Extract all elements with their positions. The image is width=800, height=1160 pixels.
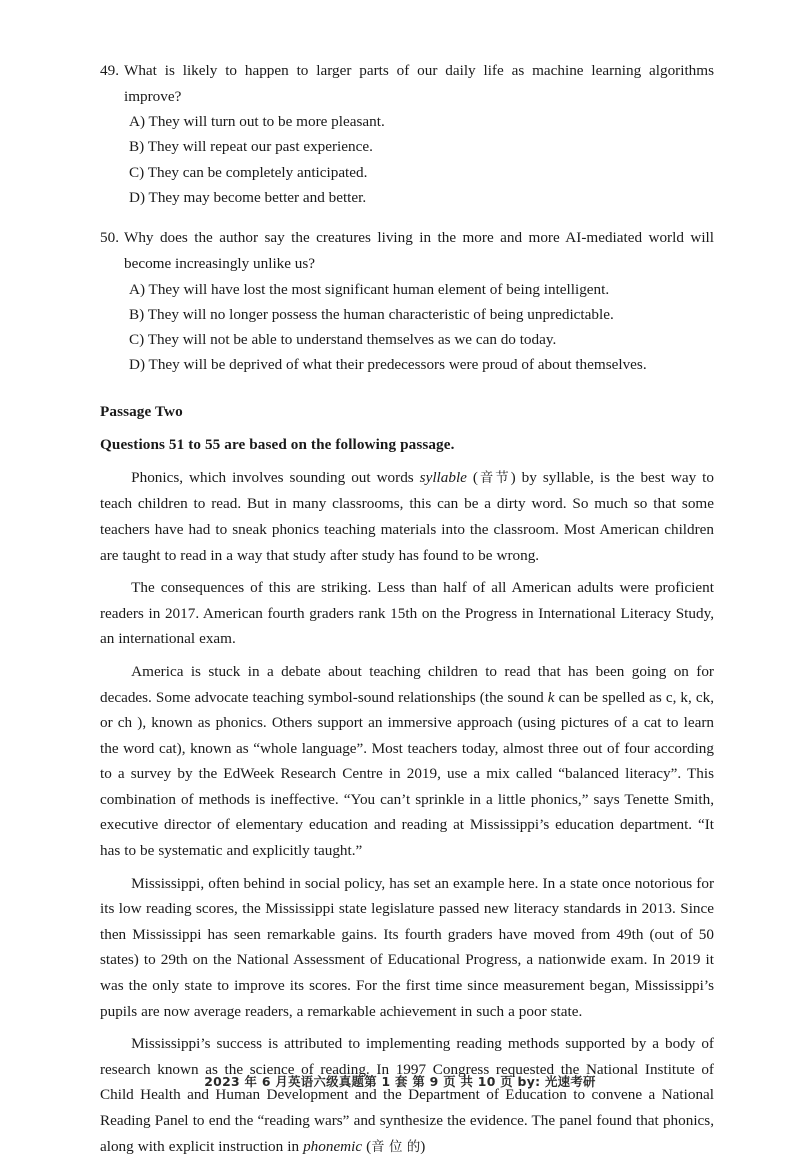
passage-paragraph-1: Phonics, which involves sounding out words syllable (音节) by syllable, is the best way to teach children to read. But in many classrooms, this can be a dirty word. So much so that some teachers have had to sneak phonics teaching materials into the classroom. Most American children are taught to read in a way that study after study has found to be wrong. [100, 468, 714, 564]
passage-instruction: Questions 51 to 55 are based on the following passage. [100, 435, 455, 453]
italic-term: syllable [419, 468, 467, 486]
question-50-option-a[interactable]: A) They will have lost the most significant human element of being intelligent. [129, 280, 610, 298]
question-50-option-c[interactable]: C) They will not be able to understand themselves as we can do today. [129, 331, 557, 349]
passage-body [100, 465, 714, 1160]
passage-paragraph-2: The consequences of this are striking. Less than half of all American adults were proficient readers in 2017. American fourth graders rank 15th on the Progress in International Literacy Study, an international exam. [100, 579, 714, 648]
italic-term: phonemic [303, 1137, 363, 1155]
question-49-number: 49. [100, 62, 119, 79]
question-50-option-d[interactable]: D) They will be deprived of what their predecessors were proud of about themselves. [129, 356, 647, 374]
question-50-text: Why does the author say the creatures living in the more and more AI-mediated world will become increasingly unlike us? [124, 229, 714, 272]
question-50-stem [100, 225, 714, 276]
chinese-gloss: 音节 [477, 470, 511, 486]
passage-gap [100, 381, 714, 399]
question-50-options [100, 277, 714, 378]
label-gap [100, 424, 714, 432]
question-49 [100, 58, 714, 210]
chinese-gloss: 音 位 的 [371, 1139, 421, 1155]
passage-paragraph-3: America is stuck in a debate about teaching children to read that has been going on for decades. Some advocate teaching symbol-sound relationships (the sound k can be spelled as c, k, ck, or ch ), known as phonics. Others support an immersive approach (using pictures of a cat to learn the word cat), known as “whole language”. Most teachers today, almost three out of four according to a survey by the EdWeek Research Centre in 2019, use a mix called “balanced literacy”. This combination of methods is ineffective. “You can’t sprinkle in a little phonics,” says Tenette Smith, executive director of elementary education and reading at Mississippi’s education department. “It has to be systematic and explicitly taught.” [100, 662, 714, 860]
question-49-stem [100, 58, 714, 109]
question-49-option-c[interactable]: C) They can be completely anticipated. [129, 163, 368, 181]
question-50-option-b[interactable]: B) They will no longer possess the human characteristic of being unpredictable. [129, 305, 614, 323]
italic-term: k [547, 688, 555, 706]
question-49-option-b[interactable]: B) They will repeat our past experience. [129, 138, 373, 156]
page-content [100, 58, 714, 1160]
question-49-options [100, 109, 714, 210]
passage-paragraph-4: Mississippi, often behind in social policy, has set an example here. In a state once notorious for its low reading scores, the Mississippi state legislature passed new literacy standards in 2013. Since then Mississippi has seen remarkable gains. Its fourth graders have moved from 49th (out of 50 states) to 29th on the National Assessment of Educational Progress, a nationwide exam. In 2019 it was the only state to improve its scores. For the first time since measurement began, Mississippi’s pupils are now average readers, a remarkable achievement in such a poor state. [100, 874, 714, 1020]
passage-label: Passage Two [100, 402, 183, 420]
question-49-text: What is likely to happen to larger parts of our daily life as machine learning algorithms improve? [124, 62, 714, 105]
question-49-option-a[interactable]: A) They will turn out to be more pleasant. [129, 113, 385, 131]
question-50-number: 50. [100, 229, 119, 247]
question-spacer [100, 213, 714, 225]
question-49-option-d[interactable]: D) They may become better and better. [129, 189, 367, 207]
page-footer: 2023 年 6 月英语六级真题第 1 套 第 9 页 共 10 页 by: 光速考研 [204, 1074, 596, 1089]
passage-paragraph-5: Mississippi’s success is attributed to implementing reading methods supported by a body of research known as the science of reading. In 1997 Congress requested the National Institute of Child Health and Human Development and the Department of Education to convene a National Reading Panel to end the “reading wars” and synthesize the evidence. The panel found that phonics, along with explicit instruction in phonemic (音 位 的) [100, 1035, 714, 1155]
question-50 [100, 225, 714, 377]
